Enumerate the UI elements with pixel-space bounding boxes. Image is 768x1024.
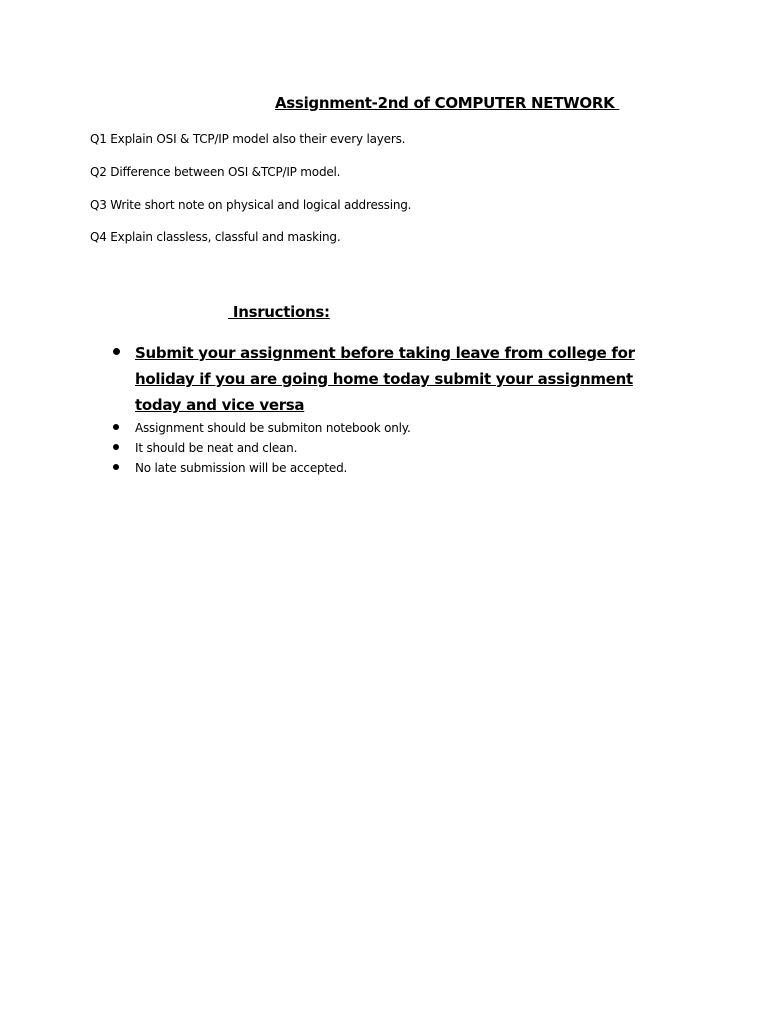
instruction-item bbox=[105, 340, 685, 418]
bullet-icon bbox=[113, 424, 119, 430]
bullet-icon bbox=[113, 464, 119, 470]
question-4: Q4 Explain classless, classful and masking. bbox=[90, 230, 341, 244]
instructions-heading: Insructions: bbox=[228, 303, 330, 321]
instructions-list bbox=[105, 340, 685, 478]
instruction-item bbox=[105, 458, 685, 478]
question-3: Q3 Write short note on physical and logical addressing. bbox=[90, 198, 412, 212]
instruction-item bbox=[105, 438, 685, 458]
bullet-icon bbox=[113, 444, 119, 450]
instruction-text: Submit your assignment before taking leave from college for holiday if you are going home today submit your assignment today and vice versa bbox=[135, 344, 635, 414]
instruction-item bbox=[105, 418, 685, 438]
question-2: Q2 Difference between OSI &TCP/IP model. bbox=[90, 165, 341, 179]
assignment-title: Assignment-2nd of COMPUTER NETWORK bbox=[275, 94, 620, 112]
instruction-text: It should be neat and clean. bbox=[135, 441, 298, 455]
bullet-icon bbox=[113, 348, 120, 355]
instruction-text: No late submission will be accepted. bbox=[135, 461, 348, 475]
instruction-text: Assignment should be submiton notebook only. bbox=[135, 421, 411, 435]
question-1: Q1 Explain OSI & TCP/IP model also their every layers. bbox=[90, 132, 406, 146]
